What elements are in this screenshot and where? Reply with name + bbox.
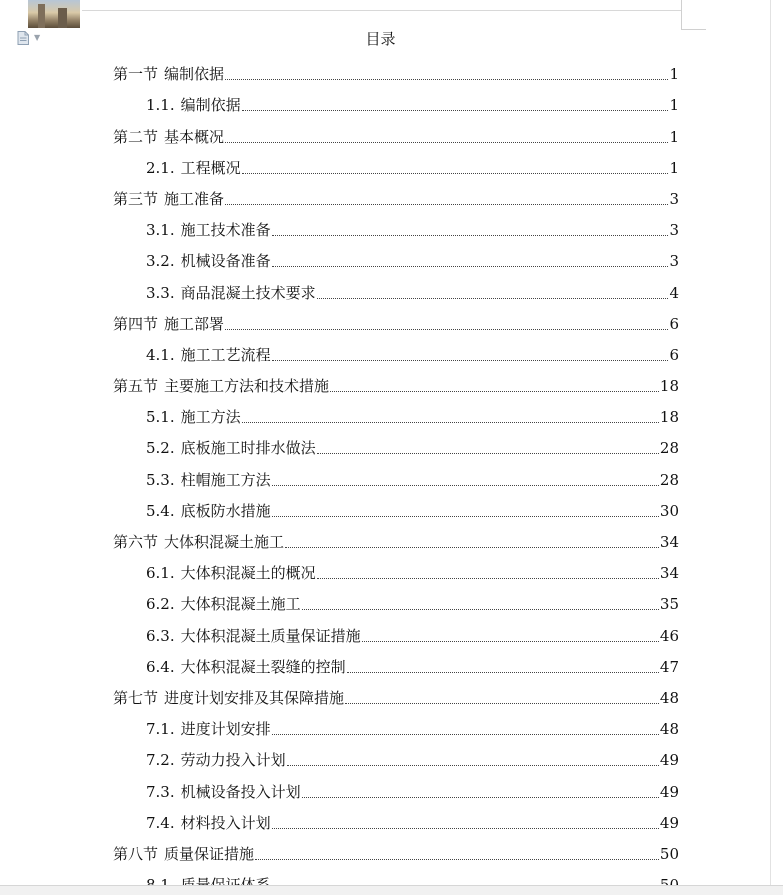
- toc-dot-leader: [330, 390, 659, 392]
- toc-subsection-entry[interactable]: [113, 803, 679, 834]
- toc-entry-title: 大体积混凝土施工: [180, 595, 301, 614]
- toc-dot-leader: [272, 733, 659, 735]
- toc-section-entry[interactable]: [113, 366, 679, 397]
- toc-section-entry[interactable]: [113, 116, 679, 147]
- toc-dot-leader: [272, 234, 668, 236]
- toc-page-number: 48: [659, 720, 679, 739]
- toc-dot-leader: [255, 858, 659, 860]
- toc-entry-number: 7.3.: [146, 782, 175, 801]
- toc-entry-number: 7.2.: [146, 751, 175, 770]
- toc-page-number: 47: [659, 657, 679, 676]
- toc-entry-title: 基本概况: [164, 127, 225, 146]
- toc-entry-number: 4.1.: [146, 345, 175, 364]
- toc-entry-title: 大体积混凝土质量保证措施: [180, 626, 361, 645]
- toc-entry-title: 底板施工时排水做法: [180, 439, 316, 458]
- toc-entry-number: 第五节: [113, 377, 159, 396]
- toc-entry-title: 劳动力投入计划: [180, 751, 286, 770]
- page-right-edge: [770, 0, 771, 894]
- toc-entry-title: 大体积混凝土裂缝的控制: [180, 657, 346, 676]
- toc-entry-title: 编制依据: [164, 65, 225, 84]
- toc-entry-title: 编制依据: [180, 96, 241, 115]
- toc-page-number: 48: [659, 688, 679, 707]
- toc-page-number: 6: [669, 314, 679, 333]
- toc-dot-leader: [302, 608, 659, 610]
- toc-entry-title: 施工工艺流程: [180, 345, 271, 364]
- toc-dot-leader: [225, 141, 668, 143]
- toc-entry-number: 5.4.: [146, 501, 175, 520]
- toc-subsection-entry[interactable]: [113, 85, 679, 116]
- toc-dot-leader: [225, 203, 668, 205]
- toc-page-number: 35: [659, 595, 679, 614]
- toc-entry-number: 3.1.: [146, 221, 175, 240]
- toc-page-number: 49: [659, 751, 679, 770]
- toc-dot-leader: [272, 265, 668, 267]
- page-corner-mark-vertical: [681, 0, 682, 30]
- toc-entry-number: 3.2.: [146, 252, 175, 271]
- table-of-contents: [113, 54, 679, 896]
- toc-dot-leader: [302, 796, 659, 798]
- toc-dot-leader: [285, 546, 659, 548]
- toc-dot-leader: [317, 297, 668, 299]
- toc-entry-title: 主要施工方法和技术措施: [164, 377, 330, 396]
- toc-entry-number: 第八节: [113, 844, 159, 863]
- toc-entry-title: 施工准备: [164, 189, 225, 208]
- toc-dot-leader: [272, 515, 659, 517]
- toc-subsection-entry[interactable]: [113, 740, 679, 771]
- toc-entry-number: 3.3.: [146, 283, 175, 302]
- toc-subsection-entry[interactable]: [113, 335, 679, 366]
- toc-page-number: 1: [669, 127, 679, 146]
- toc-section-entry[interactable]: [113, 678, 679, 709]
- toc-entry-title: 施工部署: [164, 314, 225, 333]
- toc-page-number: 3: [669, 221, 679, 240]
- document-thumbnail[interactable]: [28, 0, 80, 28]
- toc-entry-number: 第四节: [113, 314, 159, 333]
- toc-entry-number: 第七节: [113, 688, 159, 707]
- toc-entry-number: 2.1.: [146, 158, 175, 177]
- toc-dot-leader: [225, 328, 668, 330]
- toc-entry-title: 机械设备投入计划: [180, 782, 301, 801]
- toc-page-number: 3: [669, 189, 679, 208]
- toc-section-entry[interactable]: [113, 179, 679, 210]
- toc-subsection-entry[interactable]: [113, 615, 679, 646]
- toc-page-number: 1: [669, 96, 679, 115]
- toc-dot-leader: [317, 577, 659, 579]
- toc-page-number: 34: [659, 564, 679, 583]
- toc-entry-number: 6.1.: [146, 564, 175, 583]
- toc-entry-title: 施工技术准备: [180, 221, 271, 240]
- toc-dot-leader: [287, 764, 659, 766]
- toc-entry-number: 第一节: [113, 65, 159, 84]
- toc-dot-leader: [347, 671, 659, 673]
- toc-entry-number: 5.3.: [146, 470, 175, 489]
- toc-page-number: 34: [659, 533, 679, 551]
- toc-subsection-entry[interactable]: [113, 459, 679, 490]
- toc-page-number: 3: [669, 252, 679, 271]
- toc-entry-number: 第六节: [113, 533, 159, 551]
- toc-dot-leader: [272, 359, 668, 361]
- toc-entry-number: 7.4.: [146, 813, 175, 832]
- toc-page-number: 1: [669, 65, 679, 84]
- toc-entry-number: 5.1.: [146, 408, 175, 427]
- toc-entry-title: 进度计划安排: [180, 720, 271, 739]
- toc-entry-title: 大体积混凝土施工: [164, 533, 285, 551]
- toc-page-number: 6: [669, 345, 679, 364]
- toc-entry-title: 大体积混凝土的概况: [180, 564, 316, 583]
- toc-page-number: 49: [659, 782, 679, 801]
- toc-dot-leader: [242, 109, 668, 111]
- toc-dot-leader: [317, 452, 659, 454]
- toc-page-number: 49: [659, 813, 679, 832]
- toc-entry-number: 7.1.: [146, 720, 175, 739]
- toc-entry-number: 5.2.: [146, 439, 175, 458]
- toc-section-entry[interactable]: [113, 834, 679, 865]
- toc-entry-title: 材料投入计划: [180, 813, 271, 832]
- toc-subsection-entry[interactable]: [113, 148, 679, 179]
- toc-subsection-entry[interactable]: [113, 397, 679, 428]
- toc-page-number: 28: [659, 439, 679, 458]
- header-divider: [82, 10, 682, 11]
- toc-dot-leader: [362, 640, 659, 642]
- toc-entry-number: 1.1.: [146, 96, 175, 115]
- toc-dot-leader: [272, 484, 659, 486]
- toc-entry-number: 第三节: [113, 189, 159, 208]
- toc-entry-title: 进度计划安排及其保障措施: [164, 688, 345, 707]
- toc-entry-number: 第二节: [113, 127, 159, 146]
- toc-subsection-entry[interactable]: [113, 210, 679, 241]
- toc-page-number: 30: [659, 501, 679, 520]
- toc-page-number: 4: [669, 283, 679, 302]
- toc-subsection-entry[interactable]: [113, 647, 679, 678]
- toc-dot-leader: [242, 421, 659, 423]
- toc-entry-title: 商品混凝土技术要求: [180, 283, 316, 302]
- toc-entry-title: 底板防水措施: [180, 501, 271, 520]
- toc-section-entry[interactable]: [113, 54, 679, 85]
- toc-entry-title: 机械设备准备: [180, 252, 271, 271]
- toc-title: 目录: [365, 30, 396, 48]
- toc-entry-number: 6.3.: [146, 626, 175, 645]
- toc-subsection-entry[interactable]: [113, 272, 679, 303]
- toc-page-number: 1: [669, 158, 679, 177]
- toc-subsection-entry[interactable]: [113, 491, 679, 522]
- toc-dot-leader: [272, 827, 659, 829]
- toc-subsection-entry[interactable]: [113, 241, 679, 272]
- toc-subsection-entry[interactable]: [113, 709, 679, 740]
- toc-section-entry[interactable]: [113, 522, 679, 553]
- toc-subsection-entry[interactable]: [113, 428, 679, 459]
- toc-dot-leader: [345, 702, 659, 704]
- toc-entry-title: 工程概况: [180, 158, 241, 177]
- toc-page-number: 46: [659, 626, 679, 645]
- toc-subsection-entry[interactable]: [113, 771, 679, 802]
- toc-page-number: 28: [659, 470, 679, 489]
- viewer-header: [0, 0, 783, 30]
- toc-entry-title: 质量保证措施: [164, 844, 255, 863]
- toc-subsection-entry[interactable]: [113, 553, 679, 584]
- toc-entry-number: 6.2.: [146, 595, 175, 614]
- toc-dot-leader: [242, 172, 668, 174]
- toc-entry-title: 施工方法: [180, 408, 241, 427]
- toc-page-number: 18: [659, 408, 679, 427]
- chevron-down-icon[interactable]: ▼: [34, 33, 41, 42]
- toc-section-entry[interactable]: [113, 304, 679, 335]
- toc-page-number: 50: [659, 844, 679, 863]
- toc-page-number: 18: [659, 377, 679, 396]
- toc-entry-number: 6.4.: [146, 657, 175, 676]
- toc-entry-title: 柱帽施工方法: [180, 470, 271, 489]
- toc-dot-leader: [225, 78, 668, 80]
- toc-subsection-entry[interactable]: [113, 584, 679, 615]
